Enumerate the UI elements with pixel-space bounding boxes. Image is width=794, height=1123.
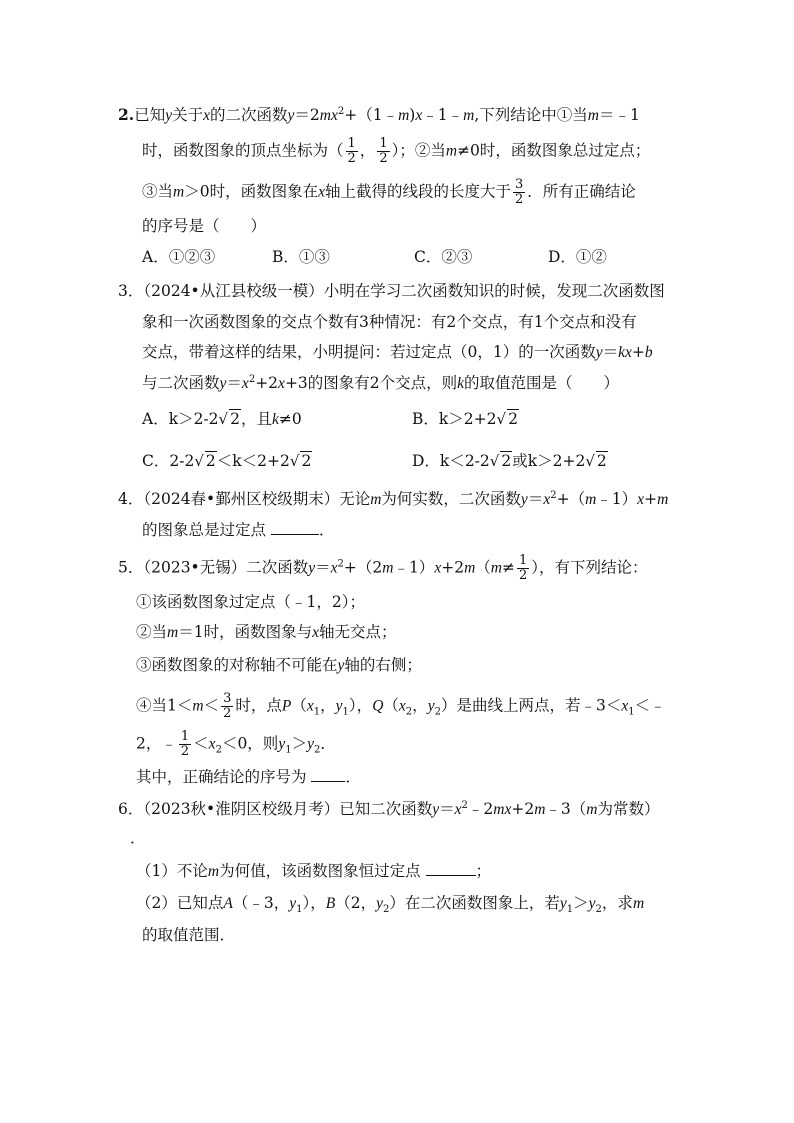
q5-conclusion-4: ④当1＜m＜ $\frac{3}{2}$ 时，点$P(x_1$，$y_1$），$Q(x_2$，$y_2$）是曲线上两点，若$﹣3<x_1<﹣$ bbox=[136, 691, 666, 721]
q6-line-2: ． bbox=[130, 829, 146, 847]
fraction: $\frac{1}{2}$ bbox=[180, 729, 190, 759]
q3-option-a[interactable]: A．k＞2-2√ 2，且k≠0 bbox=[142, 410, 302, 428]
fraction: $\frac{1}{2}$ bbox=[347, 136, 356, 166]
q5-answer-line: 其中，正确结论的序号为 ． bbox=[136, 768, 361, 786]
fraction: $\frac{1}{2}$ bbox=[379, 136, 388, 166]
q5-conclusion-4-cont: 2，﹣ $\frac{1}{2}$ $<x_2<0$，则$y_1>y_2$． bbox=[136, 729, 336, 759]
q3-line-3: 交点，带着这样的结果，小明提问：若过定点（0，1）的一次函数y＝kx+b bbox=[142, 343, 653, 361]
q5-line-1: 5．（2023•无锡）二次函数$y=x^2+(2m﹣1)x+2m(m\ne$ $\frac{1}{2}$ ），有下列结论： bbox=[118, 553, 648, 583]
fraction: $\frac{1}{2}$ bbox=[518, 553, 528, 583]
q3-line-1: 3．（2024•从江县校级一模）小明在学习二次函数知识的时候，发现二次函数图 bbox=[118, 282, 665, 300]
answer-blank[interactable] bbox=[426, 875, 476, 876]
q6-line-1: 6．（2023秋•淮阴区校级月考）已知二次函数$y=x^2﹣2mx+2m﹣3(m$为常数） bbox=[118, 799, 660, 818]
q2-option-a[interactable]: A．①②③ bbox=[142, 248, 216, 266]
q5-conclusion-2: ②当m＝1时，函数图象与x轴无交点； bbox=[136, 623, 397, 641]
q4-line-1: 4．（2024春•鄞州区校级期末）无论m为何实数，二次函数$y=x^2+(m﹣1)x+m$ bbox=[118, 489, 669, 508]
q2-line-1: 2.已知y关于x的二次函数$y=2mx^2+(1﹣m)x﹣1﹣m$,下列结论中①当m＝﹣1 bbox=[118, 105, 640, 124]
q2-option-c[interactable]: C．②③ bbox=[414, 248, 473, 266]
fraction: $\frac{3}{2}$ bbox=[515, 177, 524, 207]
answer-blank[interactable] bbox=[311, 781, 345, 782]
q2-line-2: 时，函数图象的顶点坐标为（ $\frac{1}{2}$ ， $\frac{1}{2}$ ）；②当m≠0时，函数图象总过定点； bbox=[142, 136, 651, 166]
q3-option-c[interactable]: C．2-2√ 2＜k＜2+2√ 2 bbox=[142, 452, 312, 470]
q3-line-2: 象和一次函数图象的交点个数有3种情况：有2个交点，有1个交点和没有 bbox=[142, 313, 637, 331]
answer-blank[interactable] bbox=[271, 534, 319, 535]
q3-option-b[interactable]: B．k＞2+2√ 2 bbox=[412, 410, 518, 428]
q2-line-4: 的序号是（ ） bbox=[142, 217, 267, 235]
q2-option-b[interactable]: B．①③ bbox=[272, 248, 330, 266]
q6-part-2-cont: 的取值范围． bbox=[142, 926, 236, 944]
q5-conclusion-3: ③函数图象的对称轴不可能在y轴的右侧； bbox=[136, 656, 422, 674]
fraction: $\frac{3}{2}$ bbox=[223, 691, 232, 721]
q3-option-d[interactable]: D．k＜2-2√ 2或k＞2+2√ 2 bbox=[412, 452, 607, 470]
q3-line-4: 与二次函数$y=x^2+2x+3$的图象有2个交点，则k的取值范围是（ ） bbox=[142, 373, 620, 392]
q6-part-2: （2）已知点A（﹣3，$y_1$），B（2，$y_2$）在二次函数图象上，若$y_1>y_2$，求m bbox=[136, 894, 645, 916]
q2-option-d[interactable]: D．①② bbox=[548, 248, 607, 266]
q6-part-1: （1）不论m为何值，该函数图象恒过定点 ； bbox=[136, 862, 492, 880]
q2-line-3: ③当m＞0时，函数图象在x轴上截得的线段的长度大于 $\frac{3}{2}$ ．所有正确结论 bbox=[142, 177, 636, 207]
q4-line-2: 的图象总是过定点 ． bbox=[142, 521, 335, 539]
q5-conclusion-1: ①该函数图象过定点（﹣1，2）； bbox=[136, 593, 365, 611]
